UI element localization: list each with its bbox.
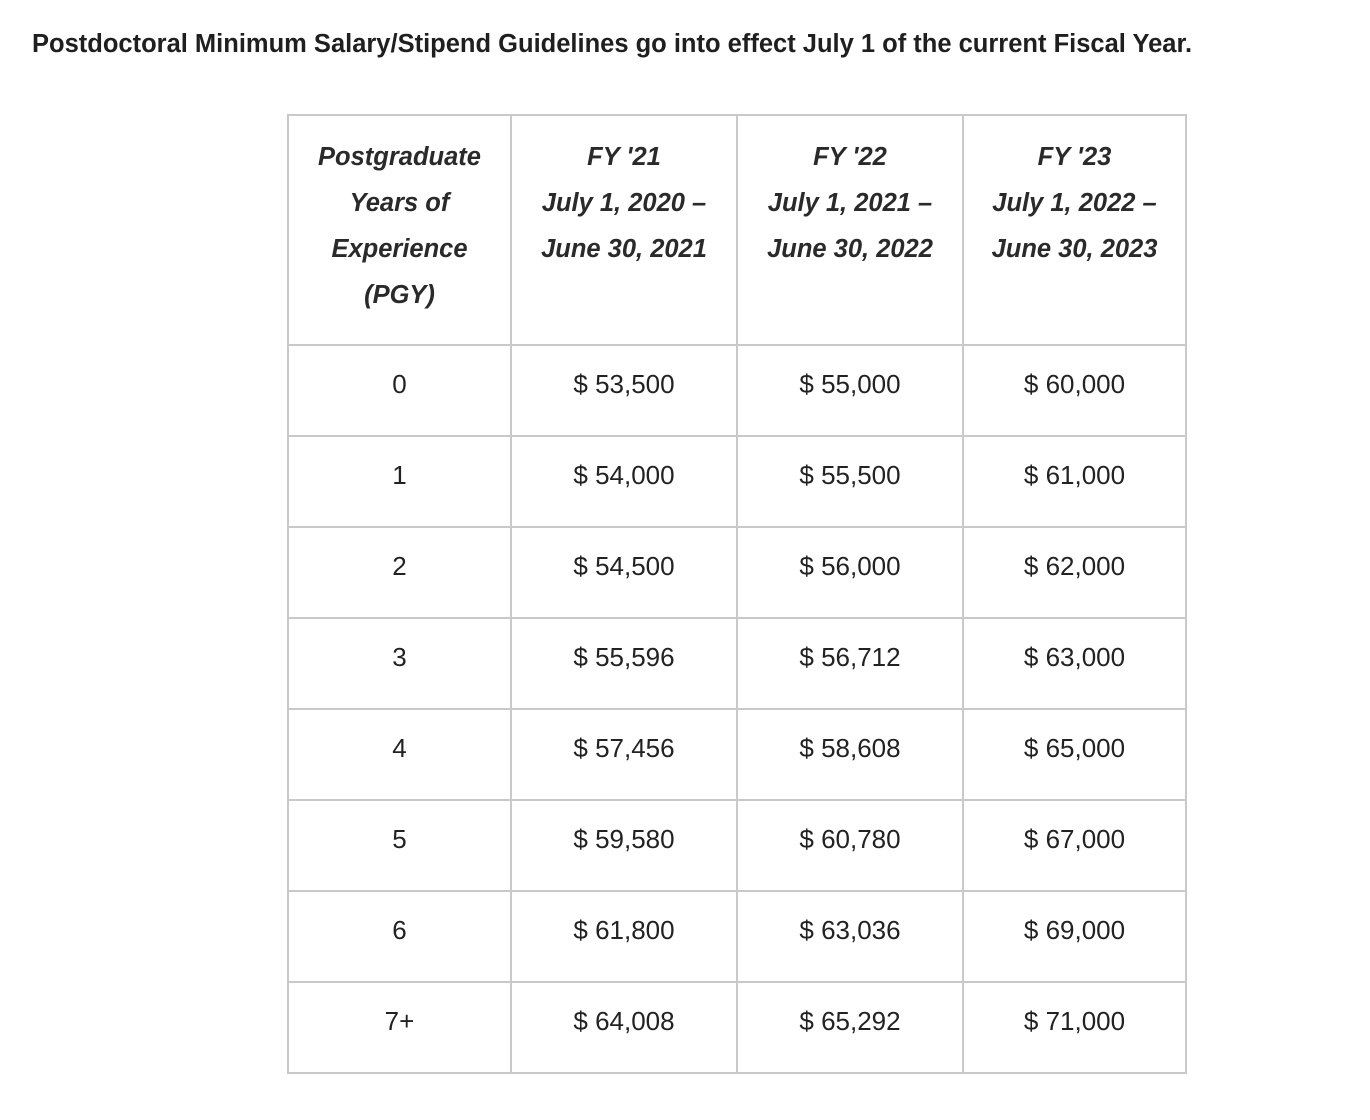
- header-line: June 30, 2022: [767, 235, 933, 263]
- header-fy22: [737, 115, 963, 345]
- salary-cell: $ 57,456: [511, 709, 737, 800]
- table-row: [288, 891, 1186, 982]
- salary-cell: $ 54,500: [511, 527, 737, 618]
- header-pgy: [288, 115, 511, 345]
- salary-cell: $ 56,000: [737, 527, 963, 618]
- salary-cell: $ 61,000: [963, 436, 1186, 527]
- salary-cell: $ 55,500: [737, 436, 963, 527]
- table-row: [288, 800, 1186, 891]
- salary-cell: $ 54,000: [511, 436, 737, 527]
- header-line: June 30, 2021: [541, 235, 707, 263]
- salary-cell: $ 60,000: [963, 345, 1186, 436]
- salary-cell: $ 59,580: [511, 800, 737, 891]
- header-row: [288, 115, 1186, 345]
- salary-cell: $ 58,608: [737, 709, 963, 800]
- header-line: June 30, 2023: [991, 235, 1158, 263]
- intro-text: Postdoctoral Minimum Salary/Stipend Guidelines go into effect July 1 of the current Fiscal Year.: [32, 30, 1193, 58]
- salary-cell: $ 61,800: [511, 891, 737, 982]
- salary-cell: $ 71,000: [963, 982, 1186, 1073]
- salary-cell: $ 65,000: [963, 709, 1186, 800]
- header-line: July 1, 2020 –: [541, 189, 707, 217]
- header-fy23: [963, 115, 1186, 345]
- pgy-cell: 3: [288, 618, 511, 709]
- salary-cell: $ 67,000: [963, 800, 1186, 891]
- table-row: [288, 436, 1186, 527]
- table-row: [288, 982, 1186, 1073]
- table-row: [288, 527, 1186, 618]
- table-row: [288, 709, 1186, 800]
- salary-cell: $ 55,000: [737, 345, 963, 436]
- salary-cell: $ 56,712: [737, 618, 963, 709]
- salary-cell: $ 63,000: [963, 618, 1186, 709]
- salary-cell: $ 60,780: [737, 800, 963, 891]
- header-line: Years of: [349, 189, 450, 217]
- header-line: Postgraduate: [318, 143, 481, 171]
- salary-cell: $ 63,036: [737, 891, 963, 982]
- header-line: July 1, 2021 –: [767, 189, 933, 217]
- pgy-cell: 4: [288, 709, 511, 800]
- header-line: FY '21: [587, 143, 661, 171]
- salary-cell: $ 62,000: [963, 527, 1186, 618]
- table-row: [288, 345, 1186, 436]
- pgy-cell: 6: [288, 891, 511, 982]
- salary-cell: $ 55,596: [511, 618, 737, 709]
- pgy-cell: 7+: [288, 982, 511, 1073]
- header-line: (PGY): [364, 281, 435, 309]
- salary-cell: $ 65,292: [737, 982, 963, 1073]
- header-line: Experience: [331, 235, 468, 263]
- header-line: July 1, 2022 –: [992, 189, 1157, 217]
- salary-cell: $ 64,008: [511, 982, 737, 1073]
- pgy-cell: 5: [288, 800, 511, 891]
- pgy-cell: 1: [288, 436, 511, 527]
- salary-table: [287, 114, 1187, 1074]
- salary-cell: $ 53,500: [511, 345, 737, 436]
- pgy-cell: 0: [288, 345, 511, 436]
- pgy-cell: 2: [288, 527, 511, 618]
- header-fy21: [511, 115, 737, 345]
- header-line: FY '23: [1037, 143, 1112, 171]
- salary-cell: $ 69,000: [963, 891, 1186, 982]
- table-row: [288, 618, 1186, 709]
- header-line: FY '22: [813, 143, 887, 171]
